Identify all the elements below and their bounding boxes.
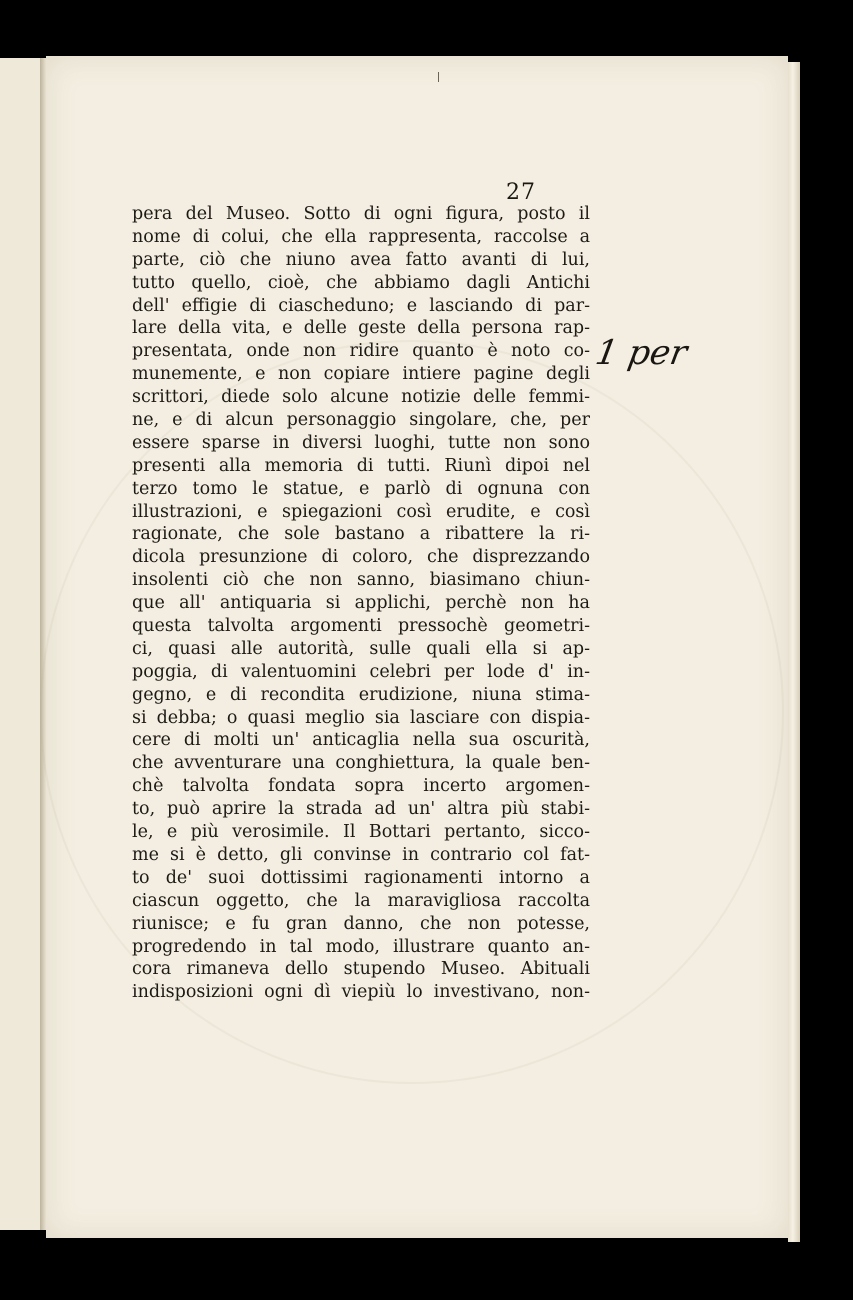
text-line: cora rimaneva dello stupendo Museo. Abituali [132, 959, 590, 980]
text-line: to de' suoi dottissimi ragionamenti intorno a [132, 867, 590, 888]
text-line: me si è detto, gli convinse in contrario col fat- [132, 844, 590, 865]
page-number: 27 [506, 180, 536, 205]
page-mark [438, 72, 439, 82]
text-line: ci, quasi alle autorità, sulle quali ella si ap- [132, 638, 590, 659]
text-line: munemente, e non copiare intiere pagine degli [132, 364, 590, 385]
text-line: dicola presunzione di coloro, che disprezzando [132, 547, 590, 568]
left-page-edge [0, 58, 41, 1230]
text-line: poggia, di valentuomini celebri per lode d' in- [132, 661, 590, 682]
body-text [132, 203, 590, 1004]
text-line: gegno, e di recondita erudizione, niuna stima- [132, 684, 590, 705]
text-line: chè talvolta fondata sopra incerto argomen- [132, 776, 590, 797]
text-line: scrittori, diede solo alcune notizie delle femmi- [132, 387, 590, 408]
text-line: ne, e di alcun personaggio singolare, che, per [132, 410, 590, 431]
text-line: riunisce; e fu gran danno, che non potesse, [132, 913, 590, 934]
text-line: indisposizioni ogni dì viepiù lo investivano, non- [132, 982, 590, 1003]
text-line: nome di colui, che ella rappresenta, raccolse a [132, 226, 590, 247]
text-line: progredendo in tal modo, illustrare quanto an- [132, 936, 590, 957]
text-line: si debba; o quasi meglio sia lasciare con dispia- [132, 707, 590, 728]
text-line: que all' antiquaria si applichi, perchè non ha [132, 593, 590, 614]
text-line: ragionate, che sole bastano a ribattere la ri- [132, 524, 590, 545]
text-line: dell' effigie di ciascheduno; e lasciando di par- [132, 295, 590, 316]
text-line: insolenti ciò che non sanno, biasimano chiun- [132, 570, 590, 591]
text-line: illustrazioni, e spiegazioni così erudite, e così [132, 501, 590, 522]
text-line: questa talvolta argomenti pressochè geometri- [132, 616, 590, 637]
text-line: parte, ciò che niuno avea fatto avanti di lui, [132, 249, 590, 270]
text-line: essere sparse in diversi luoghi, tutte non sono [132, 432, 590, 453]
handwritten-margin-note: 1 per [592, 333, 691, 373]
text-line: che avventurare una conghiettura, la quale ben- [132, 753, 590, 774]
text-line: presentata, onde non ridire quanto è noto co- [132, 341, 590, 362]
text-line: to, può aprire la strada ad un' altra più stabi- [132, 799, 590, 820]
page-fore-edge [788, 62, 800, 1242]
text-line: tutto quello, cioè, che abbiamo dagli Antichi [132, 272, 590, 293]
text-line: pera del Museo. Sotto di ogni figura, posto il [132, 204, 590, 224]
text-line: le, e più verosimile. Il Bottari pertanto, sicco- [132, 822, 590, 843]
text-line: cere di molti un' anticaglia nella sua oscurità, [132, 730, 590, 751]
text-line: ciascun oggetto, che la maravigliosa raccolta [132, 890, 590, 911]
text-line: lare della vita, e delle geste della persona rap- [132, 318, 590, 339]
text-line: presenti alla memoria di tutti. Riunì dipoi nel [132, 455, 590, 476]
text-line: terzo tomo le statue, e parlò di ognuna con [132, 478, 590, 499]
